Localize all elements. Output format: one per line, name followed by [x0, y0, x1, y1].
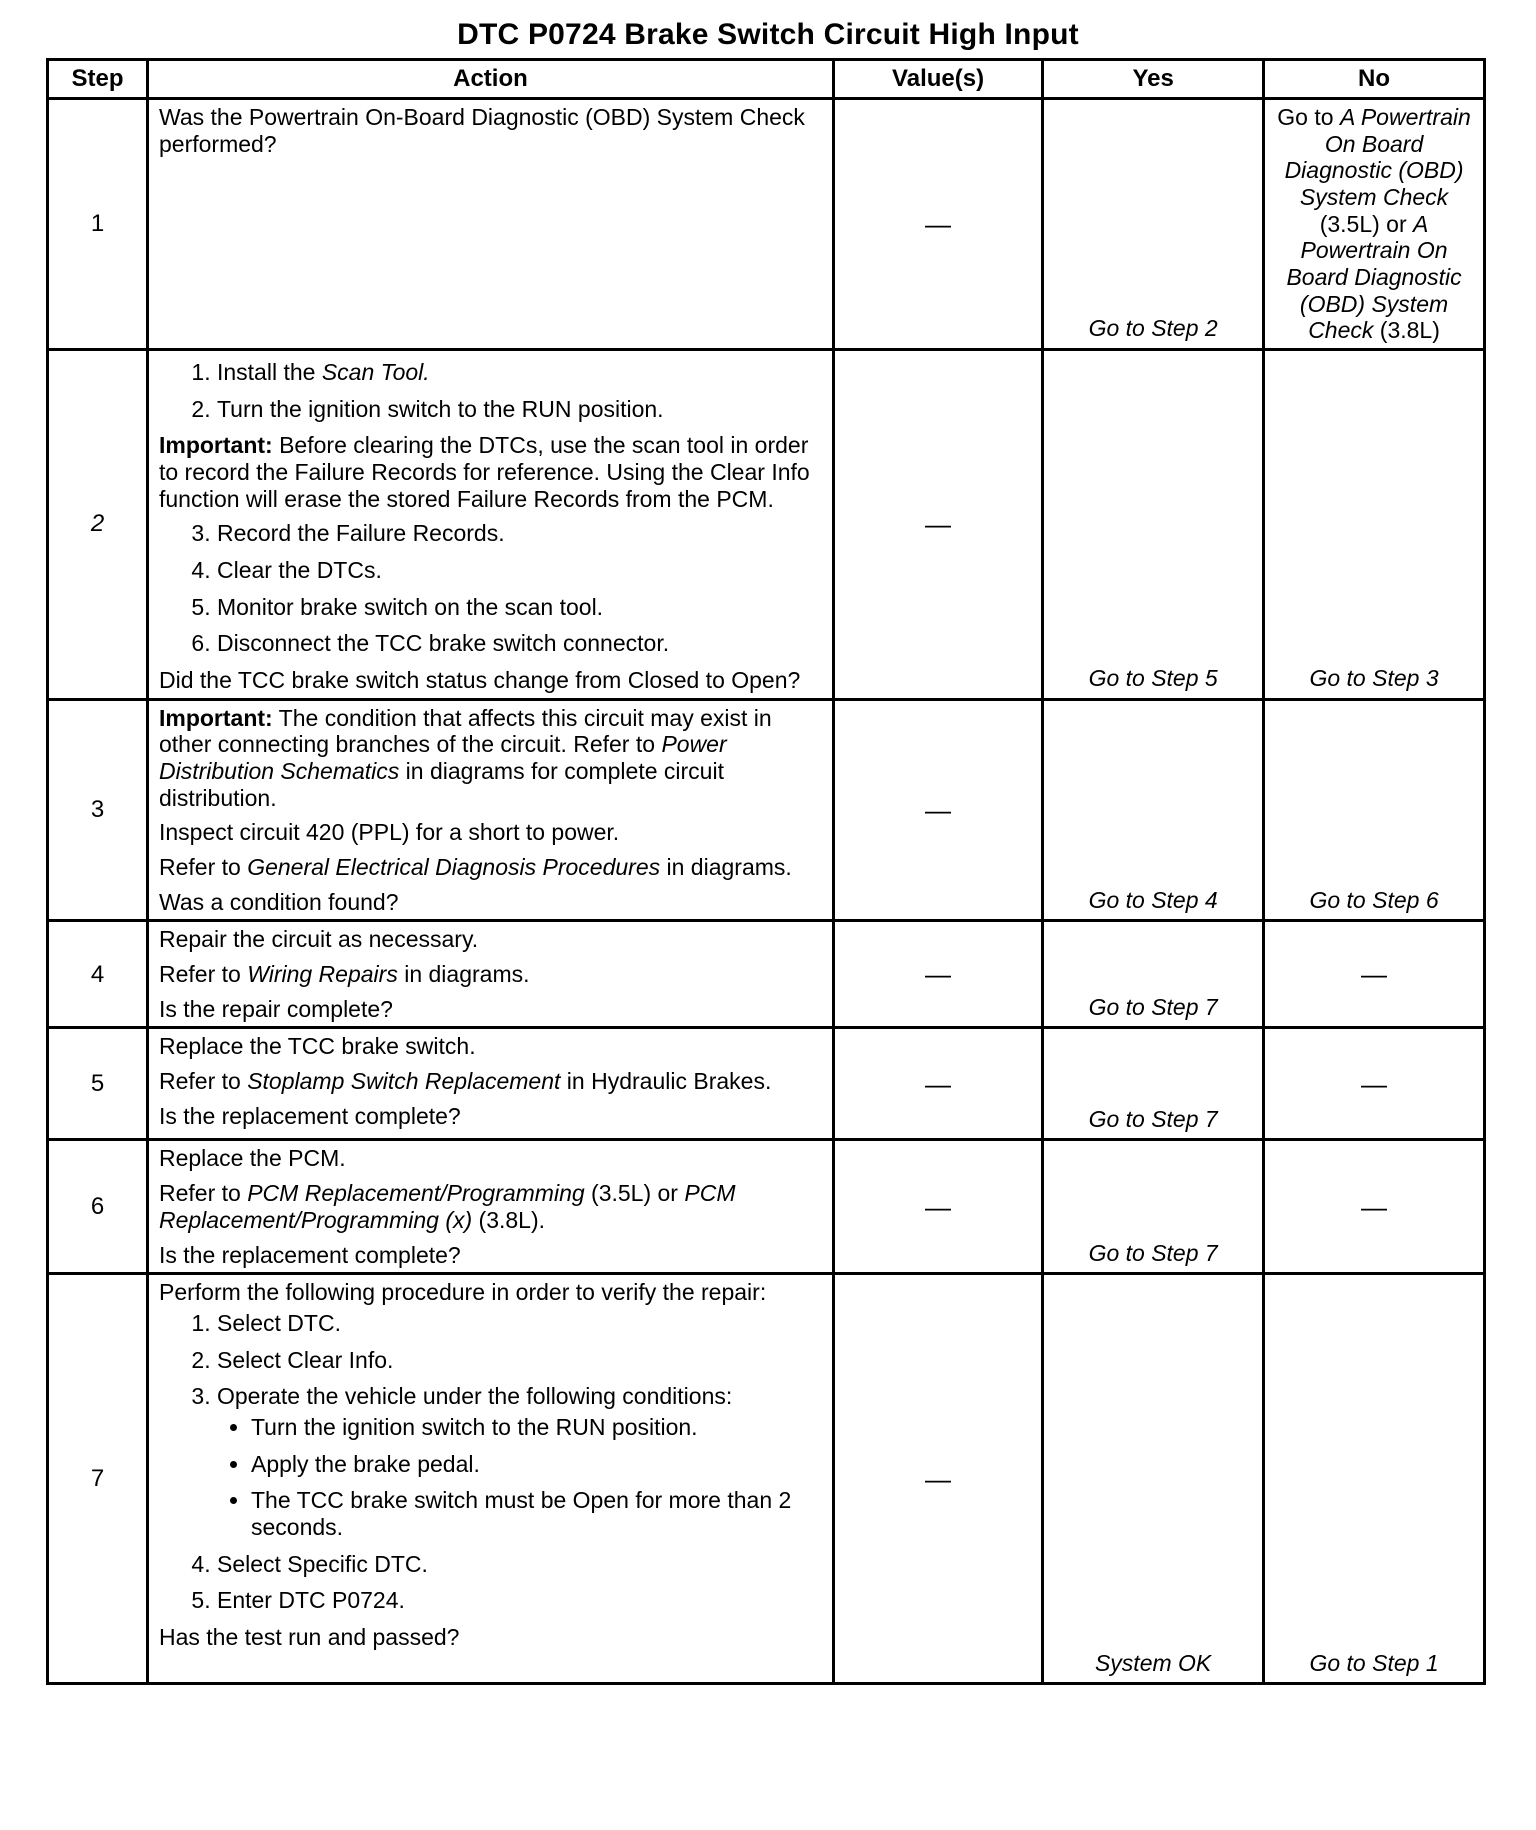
table-row-step-3: [48, 699, 1485, 921]
header-values: Value(s): [833, 60, 1042, 99]
no-cell: Go to Step 6: [1264, 699, 1485, 921]
step-number: 2: [48, 350, 148, 700]
no-cell: [1264, 99, 1485, 350]
no-cell: —: [1264, 921, 1485, 1028]
step-number: 5: [48, 1028, 148, 1140]
header-row: [48, 60, 1485, 99]
list-item: 5. Monitor brake switch on the scan tool.: [217, 594, 822, 621]
refer-text: Refer to General Electrical Diagnosis Procedures in diagrams.: [158, 854, 792, 881]
wiring-repairs-link[interactable]: Wiring Repairs: [247, 961, 398, 988]
procedure-list: [159, 520, 822, 657]
table-row-step-2: [48, 350, 1485, 700]
list-item: 4. Clear the DTCs.: [217, 557, 822, 584]
important-note: Important: The condition that affects this circuit may exist in other connecting branches of the circuit. Refer to Power Distribution Schematics in diagrams for complete circuit distribution.: [158, 704, 772, 811]
yes-cell: Go to Step 7: [1043, 921, 1264, 1028]
step-number: 6: [48, 1140, 148, 1274]
yes-cell: Go to Step 4: [1043, 699, 1264, 921]
header-step: Step: [48, 60, 148, 99]
list-item: 2. Turn the ignition switch to the RUN position.: [217, 396, 822, 423]
value-cell: —: [833, 1028, 1042, 1140]
value-cell: —: [833, 350, 1042, 700]
list-item: 4. Select Specific DTC.: [217, 1551, 822, 1578]
action-cell: [147, 1140, 833, 1274]
value-cell: —: [833, 1274, 1042, 1684]
condition-list: [217, 1414, 822, 1541]
list-item: 3. Operate the vehicle under the following conditions: • Turn the ignition switch to the RUN position. • Apply the brake pedal. • The TCC brake switch must be Open for more than 2 seconds.: [217, 1383, 822, 1540]
list-item: 6. Disconnect the TCC brake switch connector.: [217, 630, 822, 657]
scan-tool-link[interactable]: Scan Tool.: [321, 359, 430, 386]
no-text: (3.8L): [1373, 317, 1440, 344]
header-no: No: [1264, 60, 1485, 99]
list-item: 3. Record the Failure Records.: [217, 520, 822, 547]
action-text: Replace the PCM.: [158, 1145, 346, 1172]
table-row-step-1: [48, 99, 1485, 350]
action-cell: [147, 921, 833, 1028]
action-cell: [147, 350, 833, 700]
value-cell: —: [833, 921, 1042, 1028]
action-question: Was the Powertrain On-Board Diagnostic (OBD) System Check performed?: [158, 104, 805, 157]
stoplamp-switch-link[interactable]: Stoplamp Switch Replacement: [247, 1068, 561, 1095]
pcm-replacement-link-3-5l[interactable]: PCM Replacement/Programming: [247, 1180, 585, 1207]
procedure-list: [159, 1551, 822, 1614]
refer-text: Refer to Wiring Repairs in diagrams.: [158, 961, 530, 988]
yes-cell: Go to Step 7: [1043, 1028, 1264, 1140]
action-text: Perform the following procedure in order to verify the repair:: [158, 1279, 767, 1306]
table-row-step-6: [48, 1140, 1485, 1274]
action-question: Is the replacement complete?: [158, 1102, 461, 1129]
list-item: 1. Select DTC.: [217, 1310, 822, 1337]
action-text: Repair the circuit as necessary.: [158, 926, 479, 953]
table-row-step-7: [48, 1274, 1485, 1684]
table-row-step-4: [48, 921, 1485, 1028]
header-yes: Yes: [1043, 60, 1264, 99]
pcm-replacement-link-3-8l[interactable]: PCM Replacement/Programming (x): [158, 1180, 736, 1233]
yes-cell: Go to Step 5: [1043, 350, 1264, 700]
step-number: 7: [48, 1274, 148, 1684]
no-text: Go to: [1277, 104, 1340, 130]
no-cell: —: [1264, 1028, 1485, 1140]
list-item: • Apply the brake pedal.: [251, 1451, 822, 1478]
action-cell: [147, 699, 833, 921]
step-number: 1: [48, 99, 148, 350]
value-cell: —: [833, 699, 1042, 921]
action-cell: [147, 1028, 833, 1140]
procedure-list: [159, 359, 822, 422]
refer-text: Refer to Stoplamp Switch Replacement in Hydraulic Brakes.: [158, 1068, 772, 1095]
diagnostic-table: [46, 58, 1486, 1685]
list-item: 2. Select Clear Info.: [217, 1347, 822, 1374]
value-cell: —: [833, 99, 1042, 350]
no-cell: Go to Step 1: [1264, 1274, 1485, 1684]
action-text: Inspect circuit 420 (PPL) for a short to power.: [158, 819, 620, 846]
important-note: Important: Before clearing the DTCs, use the scan tool in order to record the Failure Records for reference. Using the Clear Info function will erase the stored Failure Records from the PCM.: [158, 432, 810, 512]
action-text: Replace the TCC brake switch.: [158, 1033, 476, 1060]
step-number: 3: [48, 699, 148, 921]
value-cell: —: [833, 1140, 1042, 1274]
page-title: DTC P0724 Brake Switch Circuit High Input: [457, 18, 1079, 51]
action-question: Did the TCC brake switch status change from Closed to Open?: [158, 667, 801, 694]
obd-check-link-3-5l[interactable]: A Powertrain On Board Diagnostic (OBD) System Check: [1284, 104, 1471, 211]
step-number: 4: [48, 921, 148, 1028]
procedure-list: [159, 1310, 822, 1541]
action-question: Was a condition found?: [158, 888, 399, 915]
no-cell: Go to Step 3: [1264, 350, 1485, 700]
yes-cell: Go to Step 2: [1043, 99, 1264, 350]
list-item: 1. Install the Scan Tool.: [217, 359, 822, 386]
table-row-step-5: [48, 1028, 1485, 1140]
refer-text: Refer to PCM Replacement/Programming (3.5L) or PCM Replacement/Programming (x) (3.8L).: [158, 1180, 736, 1233]
yes-cell: Go to Step 7: [1043, 1140, 1264, 1274]
action-question: Is the replacement complete?: [158, 1241, 461, 1268]
list-item: 5. Enter DTC P0724.: [217, 1587, 822, 1614]
electrical-diagnosis-link[interactable]: General Electrical Diagnosis Procedures: [247, 854, 661, 881]
action-question: Has the test run and passed?: [158, 1623, 460, 1650]
list-item: • The TCC brake switch must be Open for more than 2 seconds.: [251, 1487, 822, 1540]
no-cell: —: [1264, 1140, 1485, 1274]
header-action: Action: [147, 60, 833, 99]
yes-cell: System OK: [1043, 1274, 1264, 1684]
obd-check-link-3-8l[interactable]: A Powertrain On Board Diagnostic (OBD) System Check: [1286, 210, 1462, 344]
action-cell: [147, 1274, 833, 1684]
no-text: (3.5L) or: [1319, 210, 1414, 237]
action-cell: [147, 99, 833, 350]
list-item: • Turn the ignition switch to the RUN position.: [251, 1414, 822, 1441]
action-question: Is the repair complete?: [158, 995, 393, 1022]
power-distribution-link[interactable]: Power Distribution Schematics: [158, 731, 727, 785]
